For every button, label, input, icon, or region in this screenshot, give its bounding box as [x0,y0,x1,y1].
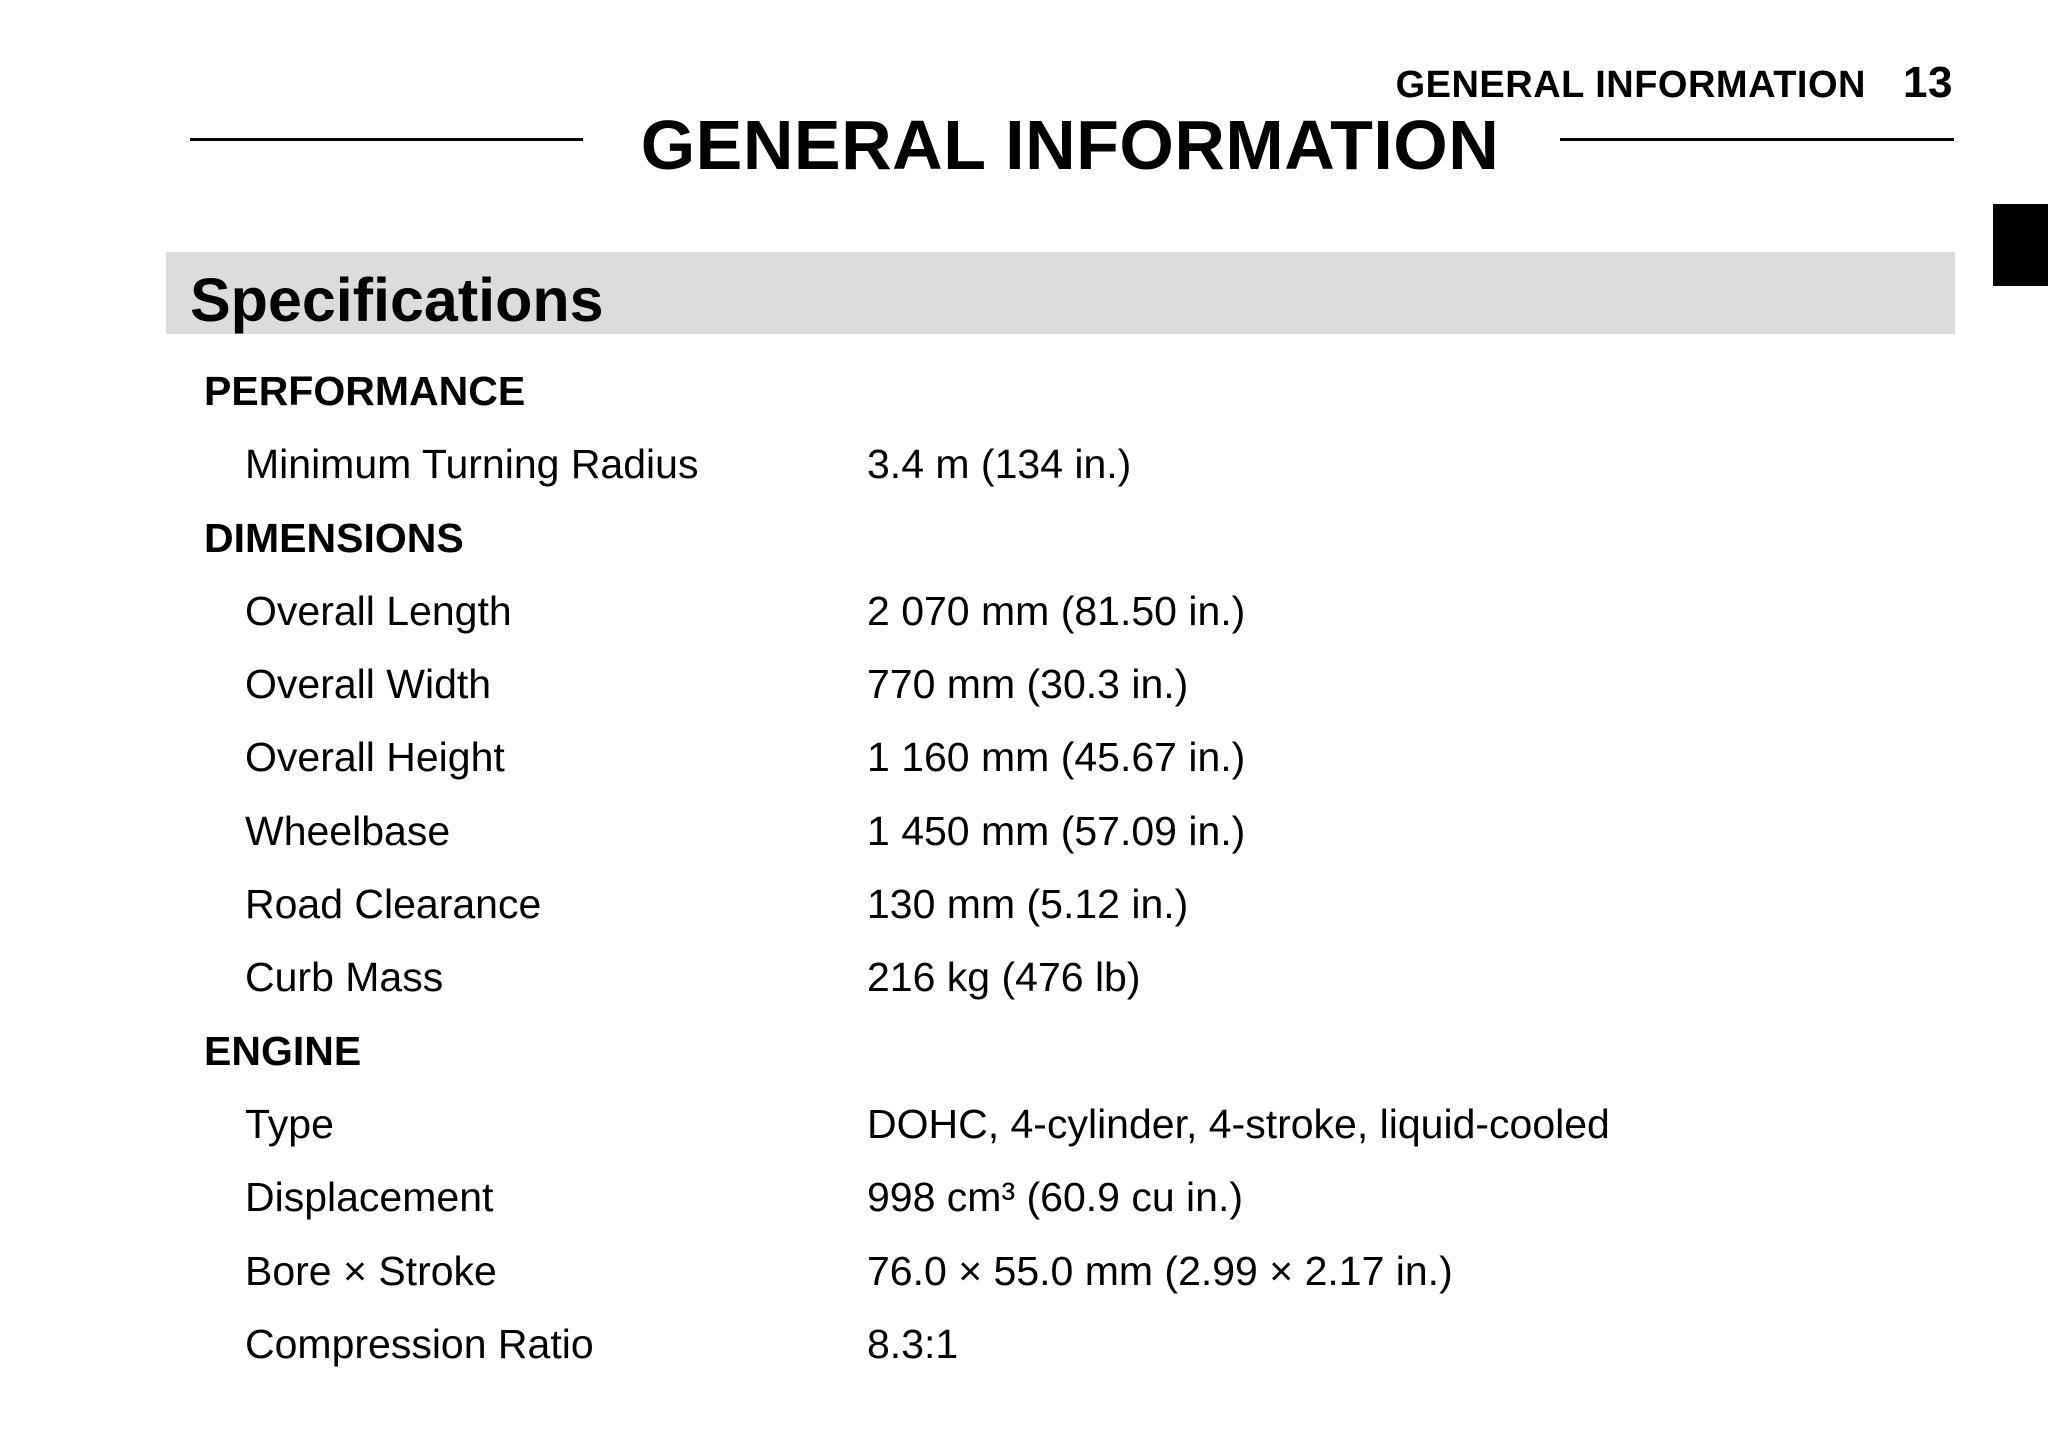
group-heading-engine: ENGINE [204,1027,362,1074]
spec-value: 8.3:1 [867,1320,959,1367]
spec-label: Bore × Stroke [245,1247,497,1294]
group-heading-dimensions: DIMENSIONS [204,514,464,561]
spec-row [0,435,2048,508]
spec-value: 76.0 × 55.0 mm (2.99 × 2.17 in.) [867,1247,1453,1294]
spec-label: Displacement [245,1174,494,1221]
spec-label: Type [245,1100,334,1147]
spec-row [0,1315,2048,1388]
spec-label: Wheelbase [245,807,451,854]
spec-row [0,948,2048,1021]
chapter-rule-right [1560,138,1954,141]
spec-row [0,1242,2048,1315]
spec-row [0,582,2048,655]
section-header-bar [166,252,1955,334]
spec-label: Overall Height [245,734,505,781]
page-number: 13 [1903,58,1953,107]
spec-value: 998 cm³ (60.9 cu in.) [867,1174,1243,1221]
spec-label: Overall Width [245,661,492,708]
chapter-title: GENERAL INFORMATION [640,106,1500,184]
spec-value: 3.4 m (134 in.) [867,441,1132,488]
spec-value: 130 mm (5.12 in.) [867,881,1189,928]
spec-value: 216 kg (476 lb) [867,954,1141,1001]
spec-label: Minimum Turning Radius [245,441,699,488]
spec-row [0,802,2048,875]
spec-row [0,875,2048,948]
spec-value: 1 450 mm (57.09 in.) [867,807,1246,854]
spec-value: 770 mm (30.3 in.) [867,661,1189,708]
chapter-thumb-tab [1993,204,2048,286]
spec-value: DOHC, 4-cylinder, 4-stroke, liquid-cooled [867,1100,1610,1147]
spec-label: Road Clearance [245,881,542,928]
spec-label: Curb Mass [245,954,444,1001]
running-header [1396,58,1953,108]
spec-group-heading [0,1022,2048,1095]
spec-label: Compression Ratio [245,1320,594,1367]
running-header-title: GENERAL INFORMATION [1395,64,1866,106]
spec-row [0,1168,2048,1241]
spec-list [0,362,2048,1388]
spec-row [0,1095,2048,1168]
spec-label: Overall Length [245,587,512,634]
group-heading-performance: PERFORMANCE [204,368,526,414]
spec-group-heading [0,362,2048,435]
spec-group-heading [0,509,2048,582]
spec-row [0,728,2048,801]
section-title: Specifications [190,266,604,334]
spec-value: 1 160 mm (45.67 in.) [867,734,1246,781]
spec-value: 2 070 mm (81.50 in.) [867,587,1246,634]
spec-row [0,655,2048,728]
